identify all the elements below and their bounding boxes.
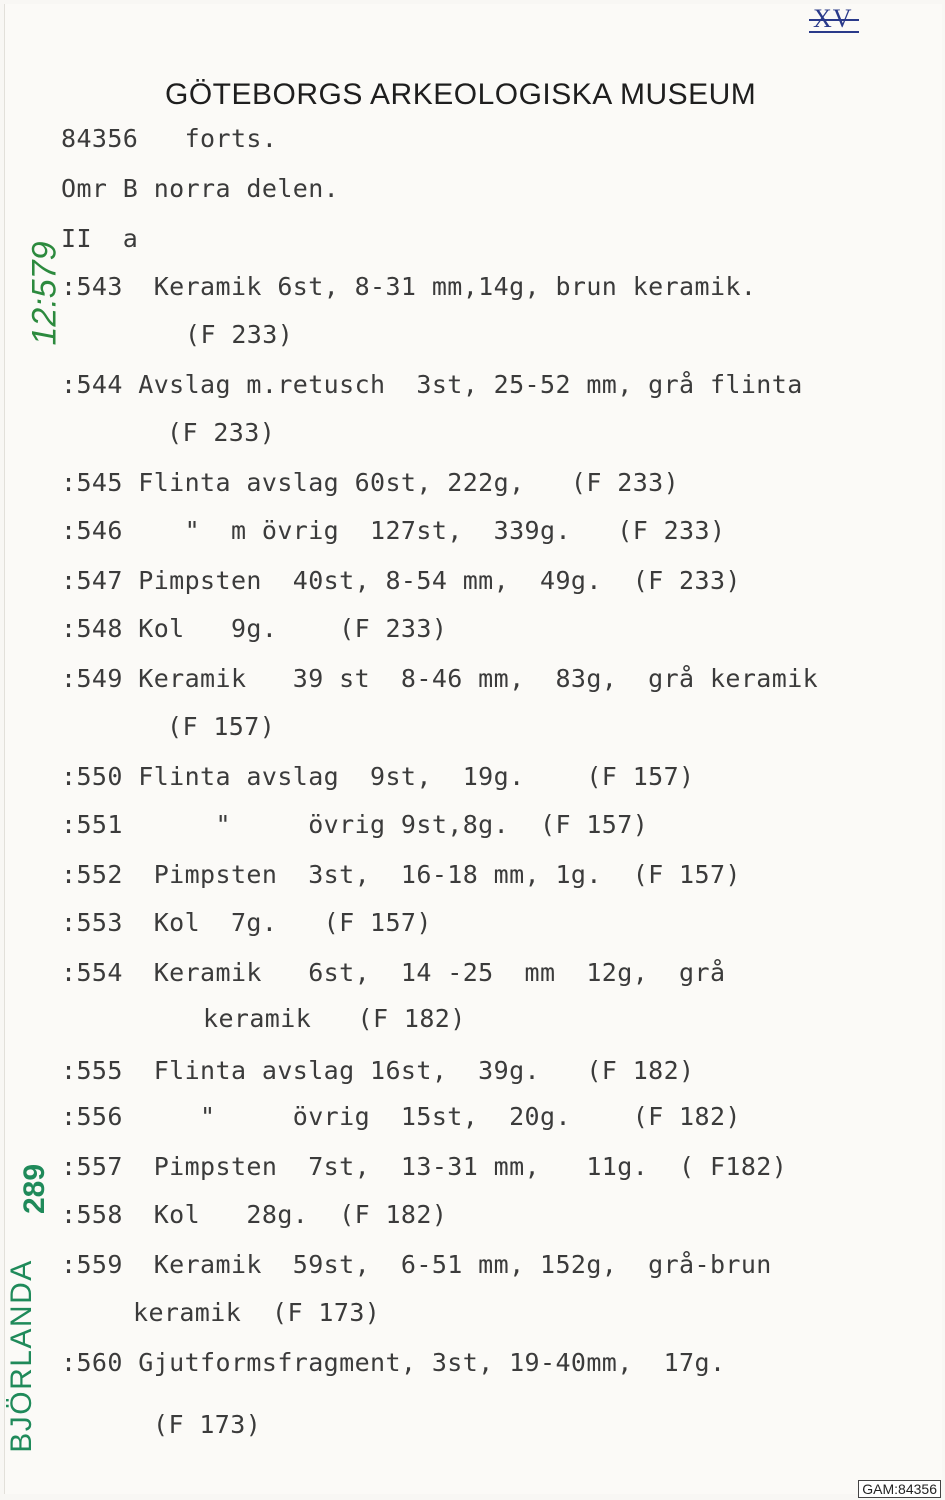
page-number: XV [813,4,853,34]
entry-558: :558 Kol 28g. (F 182) [61,1200,448,1229]
entry-552: :552 Pimpsten 3st, 16-18 mm, 1g. (F 157) [61,860,741,889]
entry-549: :549 Keramik 39 st 8-46 mm, 83g, grå keramik [61,664,819,693]
strike-line [809,19,859,21]
entry-554-cont: keramik (F 182) [203,1004,466,1033]
underline [809,31,859,33]
entry-544-ref: (F 233) [167,418,276,447]
entry-551: :551 " övrig 9st,8g. (F 157) [61,810,649,839]
entry-548: :548 Kol 9g. (F 233) [61,614,448,643]
entry-545: :545 Flinta avslag 60st, 222g, (F 233) [61,468,680,497]
entry-546: :546 " m övrig 127st, 339g. (F 233) [61,516,726,545]
layer-line: II a [61,224,139,253]
entry-550: :550 Flinta avslag 9st, 19g. (F 157) [61,762,695,791]
catalog-number-line: 84356 forts. [61,124,278,153]
entry-544: :544 Avslag m.retusch 3st, 25-52 mm, grå flinta [61,370,803,399]
entry-559-cont: keramik (F 173) [133,1298,381,1327]
entry-554: :554 Keramik 6st, 14 -25 mm 12g, grå [61,958,726,987]
area-line: Omr B norra delen. [61,174,340,203]
entry-549-ref: (F 157) [167,712,276,741]
entry-560-ref: (F 173) [153,1410,262,1439]
site-number-stamp: 289 [18,1163,51,1215]
entry-559: :559 Keramik 59st, 6-51 mm, 152g, grå-brun [61,1250,772,1279]
entry-543-ref: (F 233) [185,320,294,349]
entry-543: :543 Keramik 6st, 8-31 mm,14g, brun keramik. [61,272,757,301]
reference-tag: GAM:84356 [858,1480,941,1498]
museum-header: GÖTEBORGS ARKEOLOGISKA MUSEUM [165,78,757,111]
margin-note: 12:579 [25,241,64,346]
entry-560: :560 Gjutformsfragment, 3st, 19-40mm, 17g. [61,1348,726,1377]
entry-557: :557 Pimpsten 7st, 13-31 mm, 11g. ( F182) [61,1152,788,1181]
entry-556: :556 " övrig 15st, 20g. (F 182) [61,1102,741,1131]
entry-547: :547 Pimpsten 40st, 8-54 mm, 49g. (F 233) [61,566,741,595]
entry-555: :555 Flinta avslag 16st, 39g. (F 182) [61,1056,695,1085]
entry-553: :553 Kol 7g. (F 157) [61,908,432,937]
catalog-card [4,4,942,1494]
site-name-stamp: BJÖRLANDA [5,1259,38,1453]
